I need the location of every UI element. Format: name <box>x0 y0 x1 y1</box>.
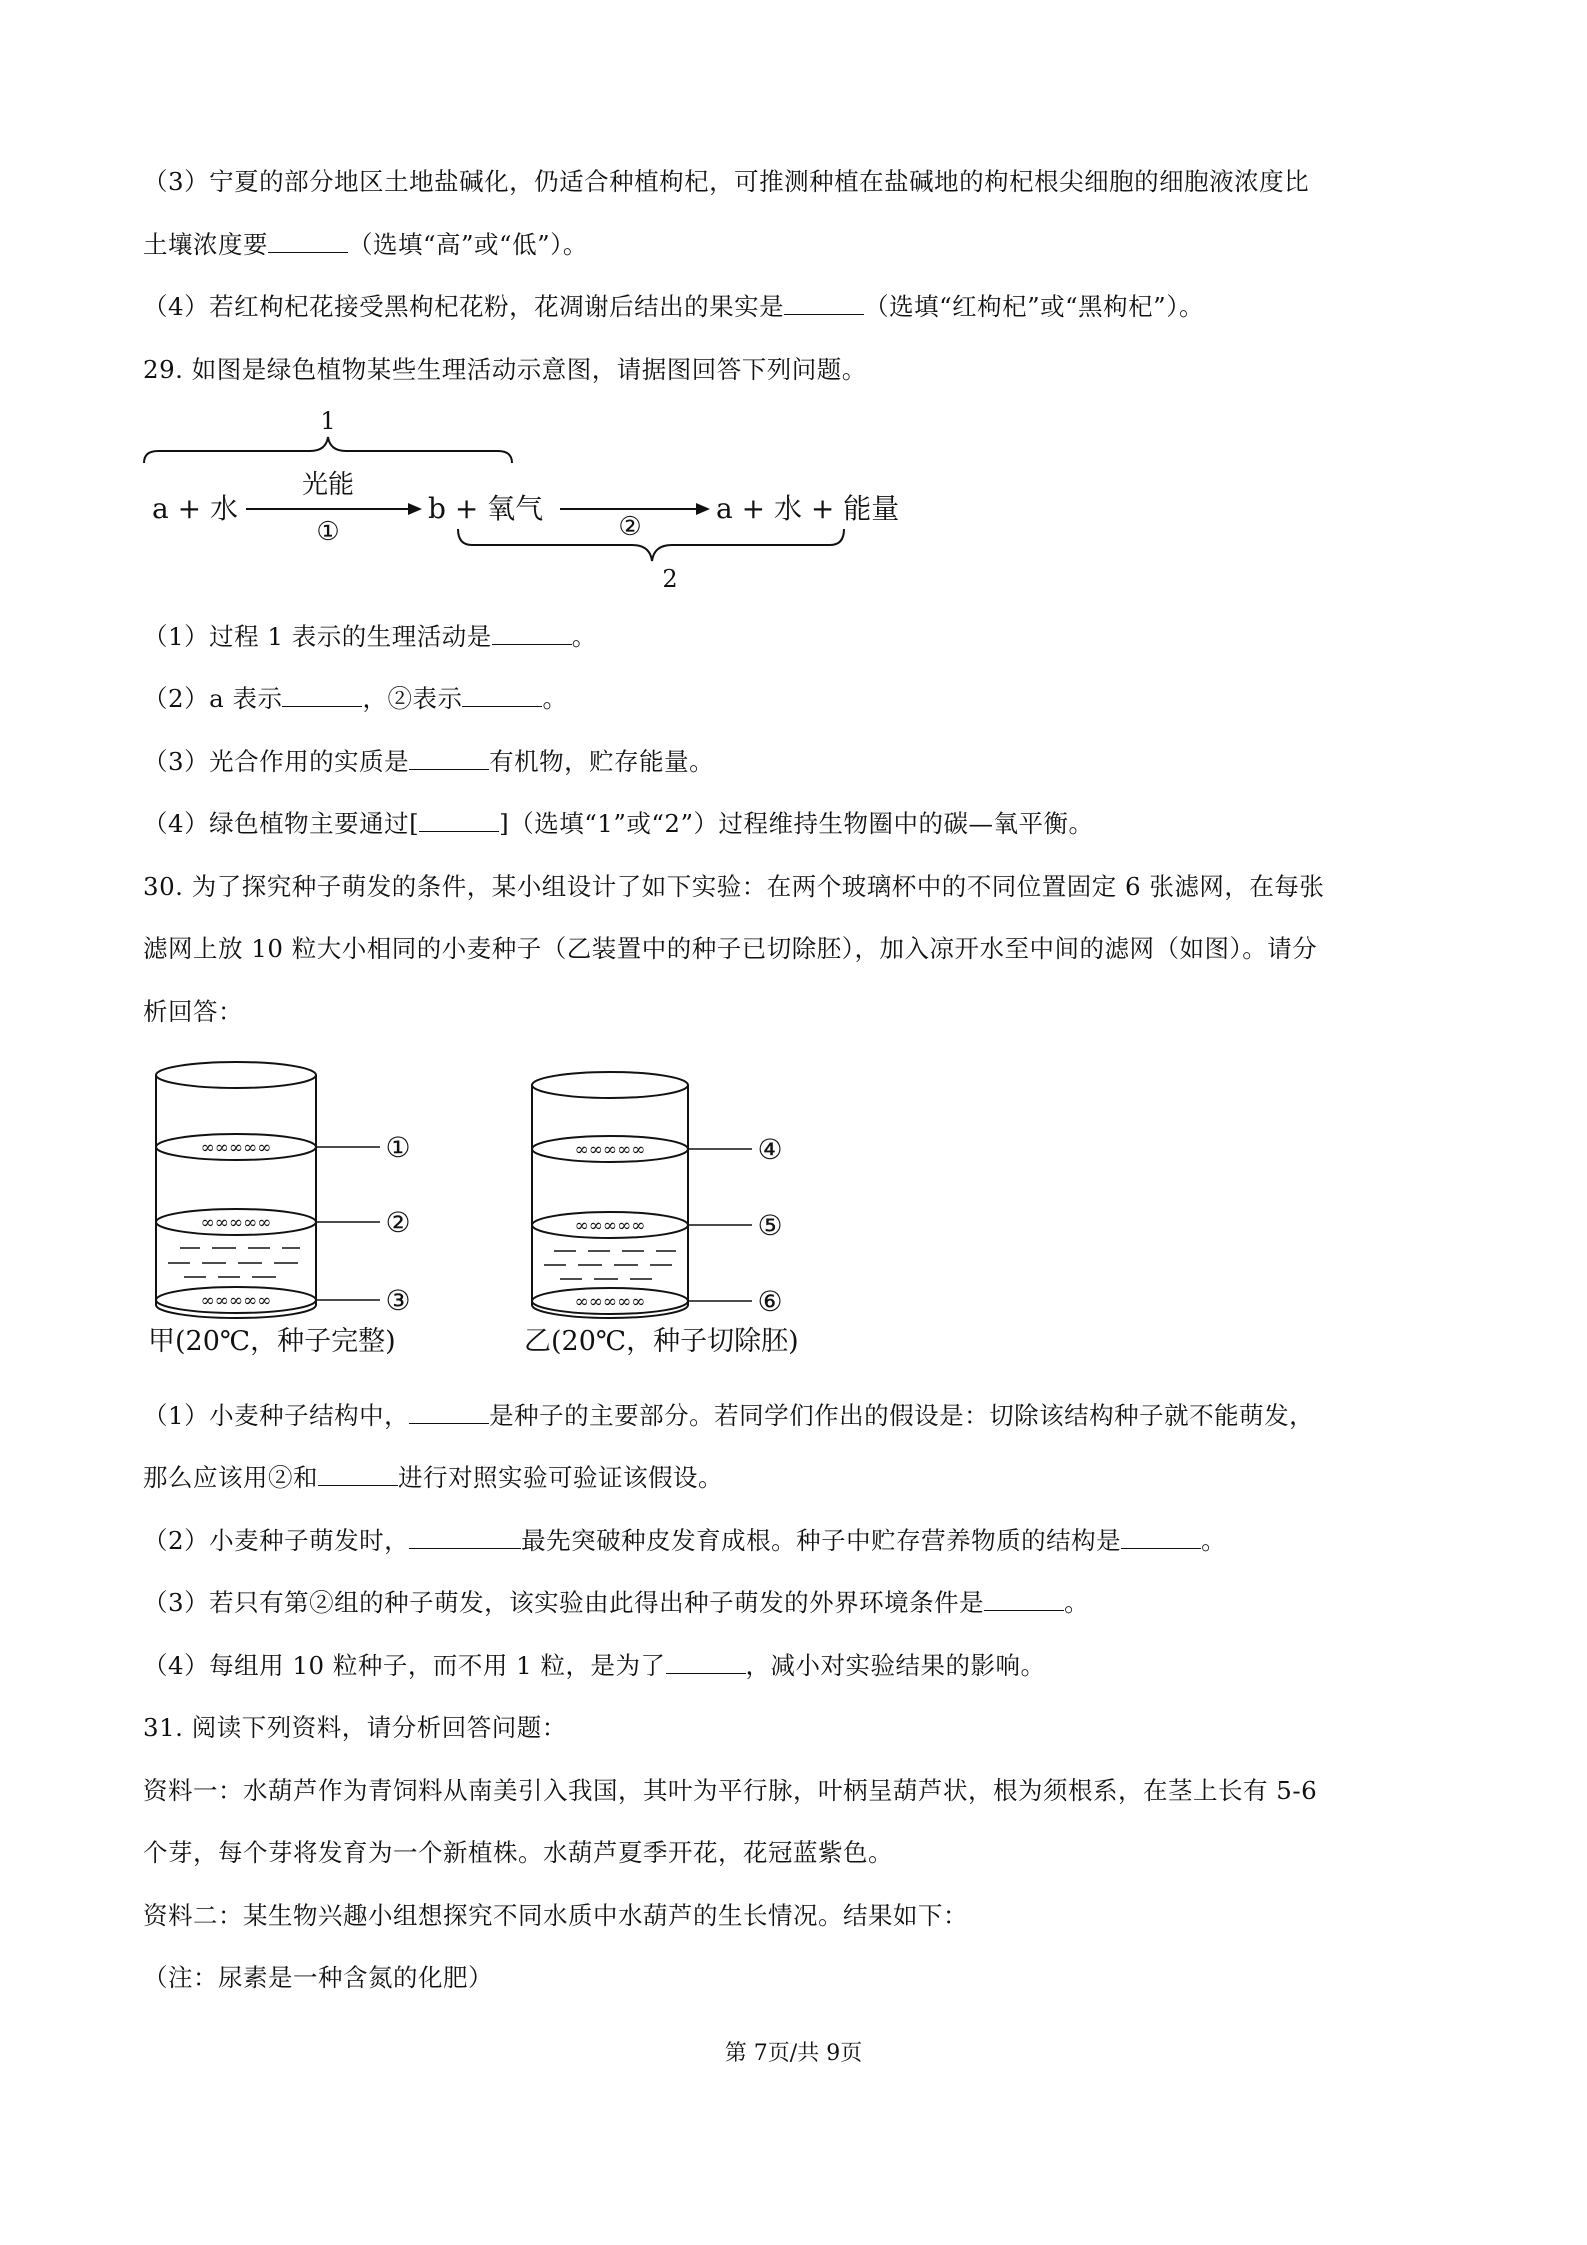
seeds-5: ∞∞∞∞∞ <box>574 1216 646 1236</box>
label-1: ① <box>385 1131 411 1164</box>
arrow-1-light-label: 光能 <box>301 470 355 500</box>
q29-4-line: （4）绿色植物主要通过[ ]（选填“1”或“2”）过程维持生物圈中的碳—氧平衡。 <box>143 809 1094 838</box>
brace-2 <box>458 529 844 561</box>
material-1-line2: 个芽，每个芽将发育为一个新植株。水葫芦夏季开花，花冠蓝紫色。 <box>143 1838 893 1867</box>
q28-3-line2: 土壤浓度要 （选填“高”或“低”）。 <box>143 230 588 259</box>
water-lines <box>168 1248 300 1277</box>
answer-blank[interactable] <box>462 682 542 707</box>
equation-middle: b + 氧气 <box>428 492 544 525</box>
answer-blank[interactable] <box>419 807 499 832</box>
answer-blank[interactable] <box>318 1461 398 1486</box>
arrow-1-number: ① <box>316 517 340 547</box>
q30-1-line1: （1）小麦种子结构中， 是种子的主要部分。若同学们作出的假设是：切除该结构种子就不能萌发， <box>143 1401 1315 1430</box>
equation-right: a + 水 + 能量 <box>716 492 900 525</box>
q29-1-line: （1）过程 1 表示的生理活动是 。 <box>143 622 597 651</box>
material-1-line1: 资料一：水葫芦作为青饲料从南美引入我国，其叶为平行脉，叶柄呈葫芦状，根为须根系，在茎上长有 5-6 <box>143 1776 1318 1805</box>
brace-1 <box>144 437 512 463</box>
answer-blank[interactable] <box>492 620 572 645</box>
caption-jia: 甲(20℃，种子完整) <box>148 1326 396 1357</box>
seed-germination-diagram <box>140 1055 900 1375</box>
q30-1-line2: 那么应该用②和 进行对照实验可验证该假设。 <box>143 1463 723 1492</box>
answer-blank[interactable] <box>409 745 489 770</box>
photosynthesis-respiration-diagram <box>140 405 940 605</box>
label-3: ③ <box>385 1284 411 1317</box>
seeds-1: ∞∞∞∞∞ <box>200 1138 272 1158</box>
q29-3-line: （3）光合作用的实质是 有机物，贮存能量。 <box>143 747 715 776</box>
answer-blank[interactable] <box>984 1586 1064 1611</box>
equation-left: a + 水 <box>152 492 238 525</box>
q30-2-line: （2）小麦种子萌发时， 最先突破种皮发育成根。种子中贮存营养物质的结构是 。 <box>143 1526 1227 1555</box>
answer-blank[interactable] <box>784 290 864 315</box>
page-footer: 第 7页/共 9页 <box>724 2041 863 2066</box>
caption-yi: 乙(20℃，种子切除胚) <box>524 1326 799 1357</box>
answer-blank[interactable] <box>666 1649 746 1674</box>
brace-1-label: 1 <box>320 407 336 435</box>
label-4: ④ <box>757 1133 783 1166</box>
seeds-6: ∞∞∞∞∞ <box>574 1292 646 1312</box>
q30-stem-line2: 滤网上放 10 粒大小相同的小麦种子（乙装置中的种子已切除胚），加入凉开水至中间的滤网（如图）。请分 <box>143 934 1318 963</box>
q30-stem-line1: 30. 为了探究种子萌发的条件，某小组设计了如下实验：在两个玻璃杯中的不同位置固定 6 张滤网，在每张 <box>143 872 1325 901</box>
answer-blank[interactable] <box>409 1399 489 1424</box>
cup-jia <box>148 1062 411 1357</box>
seeds-3: ∞∞∞∞∞ <box>200 1291 272 1311</box>
answer-blank[interactable] <box>268 228 348 253</box>
seeds-2: ∞∞∞∞∞ <box>200 1213 272 1233</box>
q29-stem: 29. 如图是绿色植物某些生理活动示意图，请据图回答下列问题。 <box>143 355 867 384</box>
answer-blank[interactable] <box>409 1524 521 1549</box>
note-line: （注：尿素是一种含氮的化肥） <box>143 1963 493 1992</box>
q30-stem-line3: 析回答： <box>143 997 243 1026</box>
answer-blank[interactable] <box>1121 1524 1201 1549</box>
cup-yi <box>524 1072 799 1357</box>
q30-3-line: （3）若只有第②组的种子萌发，该实验由此得出种子萌发的外界环境条件是 。 <box>143 1588 1090 1617</box>
label-6: ⑥ <box>757 1285 783 1318</box>
q31-stem: 31. 阅读下列资料，请分析回答问题： <box>143 1713 567 1742</box>
q28-3-line1: （3）宁夏的部分地区土地盐碱化，仍适合种植枸杞，可推测种植在盐碱地的枸杞根尖细胞的细胞液浓度比 <box>143 167 1310 196</box>
arrow-2-number: ② <box>618 512 642 542</box>
label-2: ② <box>385 1206 411 1239</box>
q29-2-line: （2）a 表示 ，②表示 。 <box>143 684 568 713</box>
brace-2-label: 2 <box>662 565 678 593</box>
water-lines <box>544 1251 676 1279</box>
q28-4-line: （4）若红枸杞花接受黑枸杞花粉，花凋谢后结出的果实是 （选填“红枸杞”或“黑枸杞”）。 <box>143 292 1204 321</box>
label-5: ⑤ <box>757 1209 783 1242</box>
answer-blank[interactable] <box>282 682 362 707</box>
material-2-line: 资料二：某生物兴趣小组想探究不同水质中水葫芦的生长情况。结果如下： <box>143 1901 968 1930</box>
seeds-4: ∞∞∞∞∞ <box>574 1140 646 1160</box>
q30-4-line: （4）每组用 10 粒种子，而不用 1 粒，是为了 ，减小对实验结果的影响。 <box>143 1651 1046 1680</box>
